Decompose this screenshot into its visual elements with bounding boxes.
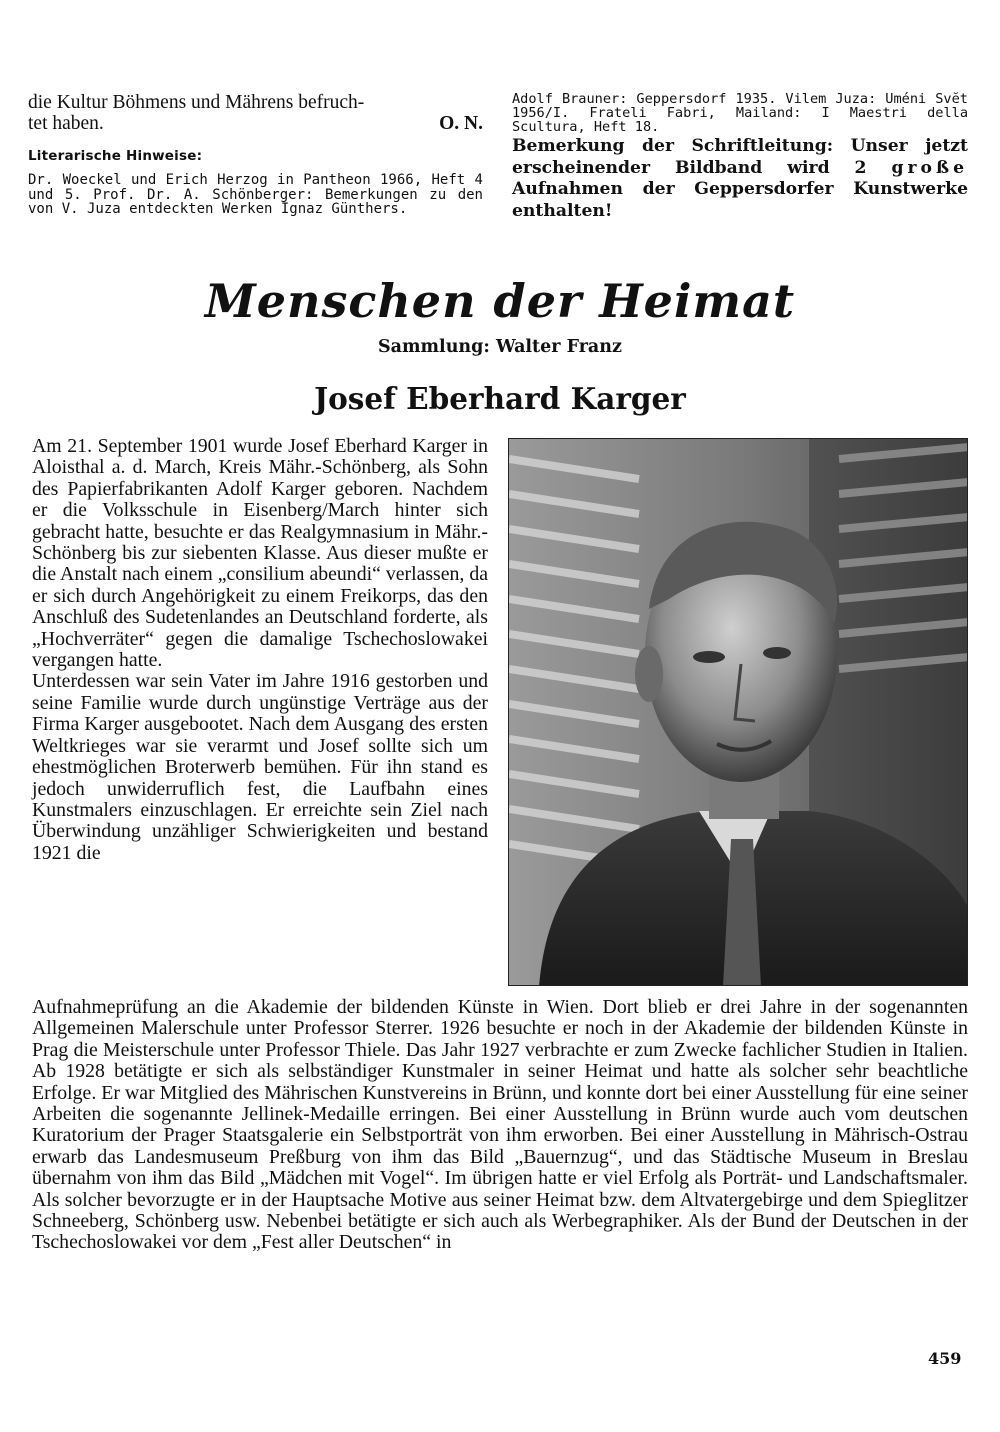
article-paragraph-1: Am 21. September 1901 wurde Josef Eberhard Karger in Aloisthal a. d. March, Kreis Mähr.-Schönberg, als Sohn des Papierfabrikanten Adolf Karger geboren. Nachdem er die Volksschule in Eisenberg/March hinter sich gebracht hatte, besuchte er das Realgymnasium in Mähr.-Schönberg bis zur siebenten Klasse. Aus dieser mußte er die Anstalt nach einem „consilium abeundi“ verlassen, da er sich durch Angehörigkeit zu einem Freikorps, das den Anschluß des Sudetenlandes an Deutschland forderte, als „Hochverräter“ gegen die damalige Tschechoslowakei vergangen hatte. [32, 435, 488, 672]
article-paragraph-2-start: Unterdessen war sein Vater im Jahre 1916 gestorben und seine Familie wurde durch ungünstige Verträge aus der Firma Karger ausgebootet. Nach dem Ausgang des ersten Weltkrieges war sie verarmt und Josef sollte sich um ehestmöglichen Broterwerb bemühen. Für ihn stand es jedoch unwiderruflich fest, die Laufbahn eines Kunstmalers einzuschlagen. Er erreichte sein Ziel nach Überwindung unzähliger Schwierigkeiten und bestand 1921 die [32, 670, 488, 864]
closing-line-1: die Kultur Böhmens und Mährens befruch- [28, 92, 365, 113]
portrait-photo-icon [509, 439, 968, 986]
literature-heading: Literarische Hinweise: [28, 148, 203, 164]
collection-credit: Sammlung: Walter Franz [378, 337, 622, 357]
top-right-column [512, 92, 968, 222]
article-paragraph-2-continued: Aufnahmeprüfung an die Akademie der bildenden Künste in Wien. Dort blieb er drei Jahre in der sogenannten Allgemeinen Malerschule unter Professor Sterrer. 1926 besuchte er noch in der Akademie der bildenden Künste in Prag die Meisterschule unter Professor Thiele. Das Jahr 1927 verbrachte er zum Zwecke fachlicher Studien in Italien. Ab 1928 betätigte er sich als selbständiger Kunstmaler in seiner Heimat und hatte als solcher sehr beachtliche Erfolge. Er war Mitglied des Mährischen Kunstvereins in Brünn, und konnte dort bei einer Ausstellung für eine seiner Arbeiten die sogenannte Jellinek-Medaille erringen. Bei einer Ausstellung in Brünn wurde auch vom deutschen Kuratorium der Prager Staatsgalerie ein Selbstporträt von ihm erworben. Bei einer Ausstellung in Mährisch-Ostrau erwarb das Landesmuseum Preßburg von ihm das Bild „Bauernzug“, und das Städtische Museum in Breslau übernahm von ihm das Bild „Mädchen mit Vogel“. Im übrigen hatte er viel Erfolg als Porträt- und Landschaftsmaler. Als solcher bevorzugte er in der Hauptsache Motive aus seiner Heimat bzw. dem Altvatergebirge und dem Spieglitzer Schneeberg, Schönberg usw. Nebenbei betätigte er sich auch als Werbegraphiker. Als der Bund der Deutschen in der Tschechoslowakei vor dem „Fest aller Deutschen“ in [32, 996, 968, 1254]
editorial-remark [512, 136, 968, 222]
literature-references: Dr. Woeckel und Erich Herzog in Pantheon 1966, Heft 4 und 5. Prof. Dr. A. Schönberger: Bemerkungen zu den von V. Juza entdeckten Werken Ignaz Günthers. [28, 172, 483, 217]
article-narrow-column [32, 436, 488, 864]
article-full-width [32, 997, 968, 1254]
remark-prefix: Bemerkung der Schriftleitung: Unser jetzt erscheinender Bildband wird 2 [512, 136, 968, 178]
remark-emphasis: große [891, 157, 968, 178]
source-references: Adolf Brauner: Geppersdorf 1935. Vilem Juza: Uméni Svĕt 1956/I. Frateli Fabri, Mailand: I Maestri della Scultura, Heft 18. [512, 91, 968, 135]
portrait-photo [508, 438, 968, 986]
remark-suffix: Aufnahmen der Geppersdorfer Kunstwerke enthalten! [512, 179, 968, 221]
top-left-column [28, 92, 483, 217]
author-signature: O. N. [439, 113, 483, 134]
article-title: Josef Eberhard Karger [314, 381, 686, 416]
closing-line-2 [28, 113, 483, 134]
closing-text-end: tet haben. [28, 113, 104, 134]
section-title: Menschen der Heimat [204, 274, 796, 328]
page-number: 459 [928, 1349, 962, 1368]
